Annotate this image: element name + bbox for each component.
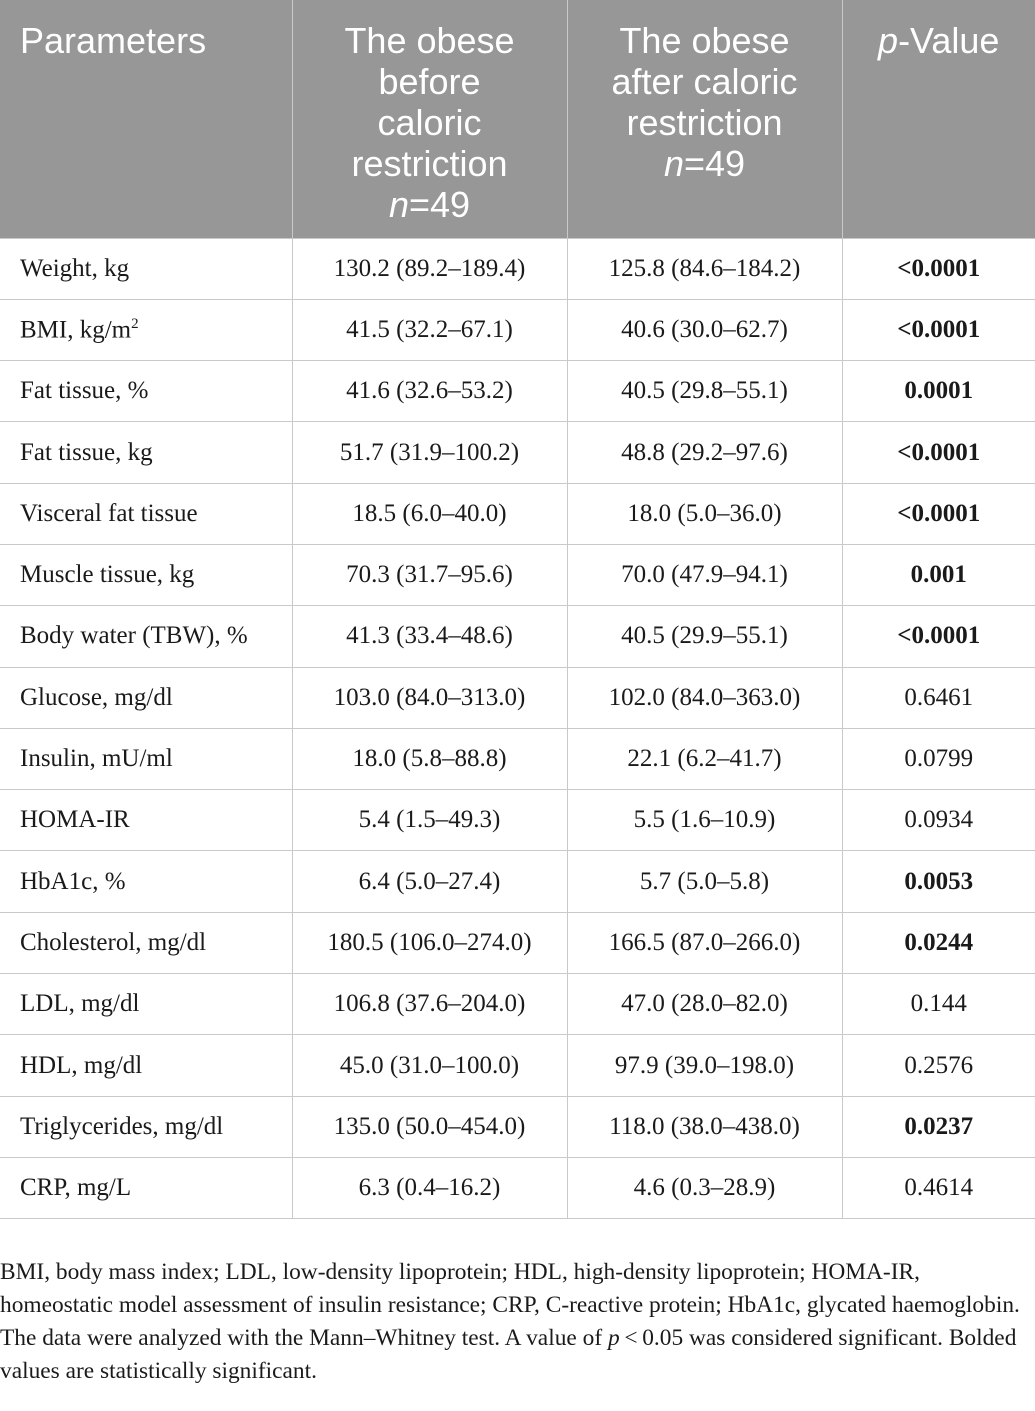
cell-parameter: Muscle tissue, kg <box>0 544 292 605</box>
cell-before: 70.3 (31.7–95.6) <box>292 544 567 605</box>
cell-after: 47.0 (28.0–82.0) <box>567 974 842 1035</box>
cell-parameter: Weight, kg <box>0 238 292 299</box>
cell-before: 41.5 (32.2–67.1) <box>292 299 567 360</box>
header-parameters: Parameters <box>0 0 292 238</box>
cell-parameter: LDL, mg/dl <box>0 974 292 1035</box>
cell-parameter: HbA1c, % <box>0 851 292 912</box>
cell-before: 6.3 (0.4–16.2) <box>292 1157 567 1218</box>
cell-parameter: Fat tissue, kg <box>0 422 292 483</box>
cell-before: 51.7 (31.9–100.2) <box>292 422 567 483</box>
cell-after: 18.0 (5.0–36.0) <box>567 483 842 544</box>
table-row <box>0 361 1035 422</box>
table-row <box>0 974 1035 1035</box>
table-row <box>0 728 1035 789</box>
cell-after: 5.5 (1.6–10.9) <box>567 790 842 851</box>
cell-parameter: Body water (TBW), % <box>0 606 292 667</box>
table-row <box>0 667 1035 728</box>
cell-after: 118.0 (38.0–438.0) <box>567 1096 842 1157</box>
cell-before: 6.4 (5.0–27.4) <box>292 851 567 912</box>
table-row <box>0 422 1035 483</box>
cell-p-value: 0.0001 <box>842 361 1035 422</box>
table-row <box>0 238 1035 299</box>
cell-before: 45.0 (31.0–100.0) <box>292 1035 567 1096</box>
table-footnote: BMI, body mass index; LDL, low-density lipoprotein; HDL, high-density lipoprotein; HOMA-IR, homeostatic model assessment of insulin resistance; CRP, C-reactive protein; HbA1c, glycated haemoglobin. The data were analyzed with the Mann–Whitney test. A value of p < 0.05 was considered significant. Bolded values are statistically significant. <box>0 1259 1020 1384</box>
table-row <box>0 299 1035 360</box>
header-before-restriction: The obese before caloric restriction n=49 <box>292 0 567 238</box>
table-row <box>0 851 1035 912</box>
cell-p-value: 0.144 <box>842 974 1035 1035</box>
table-row <box>0 1096 1035 1157</box>
cell-after: 102.0 (84.0–363.0) <box>567 667 842 728</box>
cell-before: 5.4 (1.5–49.3) <box>292 790 567 851</box>
cell-p-value: <0.0001 <box>842 606 1035 667</box>
cell-p-value: 0.0799 <box>842 728 1035 789</box>
table-body <box>0 238 1035 1219</box>
cell-before: 41.3 (33.4–48.6) <box>292 606 567 667</box>
cell-before: 130.2 (89.2–189.4) <box>292 238 567 299</box>
cell-after: 22.1 (6.2–41.7) <box>567 728 842 789</box>
cell-after: 97.9 (39.0–198.0) <box>567 1035 842 1096</box>
cell-after: 48.8 (29.2–97.6) <box>567 422 842 483</box>
cell-p-value: 0.001 <box>842 544 1035 605</box>
cell-after: 70.0 (47.9–94.1) <box>567 544 842 605</box>
table-row <box>0 1157 1035 1218</box>
cell-parameter: Visceral fat tissue <box>0 483 292 544</box>
cell-after: 40.5 (29.8–55.1) <box>567 361 842 422</box>
cell-after: 125.8 (84.6–184.2) <box>567 238 842 299</box>
cell-p-value: 0.0934 <box>842 790 1035 851</box>
cell-p-value: <0.0001 <box>842 299 1035 360</box>
cell-after: 4.6 (0.3–28.9) <box>567 1157 842 1218</box>
cell-parameter: CRP, mg/L <box>0 1157 292 1218</box>
cell-before: 103.0 (84.0–313.0) <box>292 667 567 728</box>
cell-parameter: Cholesterol, mg/dl <box>0 912 292 973</box>
cell-after: 40.5 (29.9–55.1) <box>567 606 842 667</box>
cell-before: 180.5 (106.0–274.0) <box>292 912 567 973</box>
table-row <box>0 544 1035 605</box>
cell-parameter: Fat tissue, % <box>0 361 292 422</box>
table-row <box>0 483 1035 544</box>
cell-parameter: Glucose, mg/dl <box>0 667 292 728</box>
cell-p-value: <0.0001 <box>842 483 1035 544</box>
cell-p-value: 0.0244 <box>842 912 1035 973</box>
header-p-value: p-Value <box>842 0 1035 238</box>
cell-before: 135.0 (50.0–454.0) <box>292 1096 567 1157</box>
table-row <box>0 606 1035 667</box>
cell-after: 40.6 (30.0–62.7) <box>567 299 842 360</box>
cell-before: 18.5 (6.0–40.0) <box>292 483 567 544</box>
cell-p-value: 0.4614 <box>842 1157 1035 1218</box>
table-row <box>0 790 1035 851</box>
cell-before: 18.0 (5.8–88.8) <box>292 728 567 789</box>
table-header <box>0 0 1035 238</box>
cell-p-value: 0.0053 <box>842 851 1035 912</box>
header-row <box>0 0 1035 238</box>
cell-parameter: Insulin, mU/ml <box>0 728 292 789</box>
cell-before: 41.6 (32.6–53.2) <box>292 361 567 422</box>
cell-p-value: 0.2576 <box>842 1035 1035 1096</box>
cell-parameter: BMI, $kg/m^2$ <box>0 299 292 360</box>
cell-before: 106.8 (37.6–204.0) <box>292 974 567 1035</box>
cell-parameter: Triglycerides, mg/dl <box>0 1096 292 1157</box>
header-after-restriction: The obese after caloric restriction n=49 <box>567 0 842 238</box>
table-row <box>0 1035 1035 1096</box>
cell-parameter: HOMA-IR <box>0 790 292 851</box>
cell-p-value: 0.0237 <box>842 1096 1035 1157</box>
cell-after: 5.7 (5.0–5.8) <box>567 851 842 912</box>
cell-p-value: <0.0001 <box>842 238 1035 299</box>
cell-p-value: 0.6461 <box>842 667 1035 728</box>
cell-p-value: <0.0001 <box>842 422 1035 483</box>
table-row <box>0 912 1035 973</box>
cell-after: 166.5 (87.0–266.0) <box>567 912 842 973</box>
cell-parameter: HDL, mg/dl <box>0 1035 292 1096</box>
